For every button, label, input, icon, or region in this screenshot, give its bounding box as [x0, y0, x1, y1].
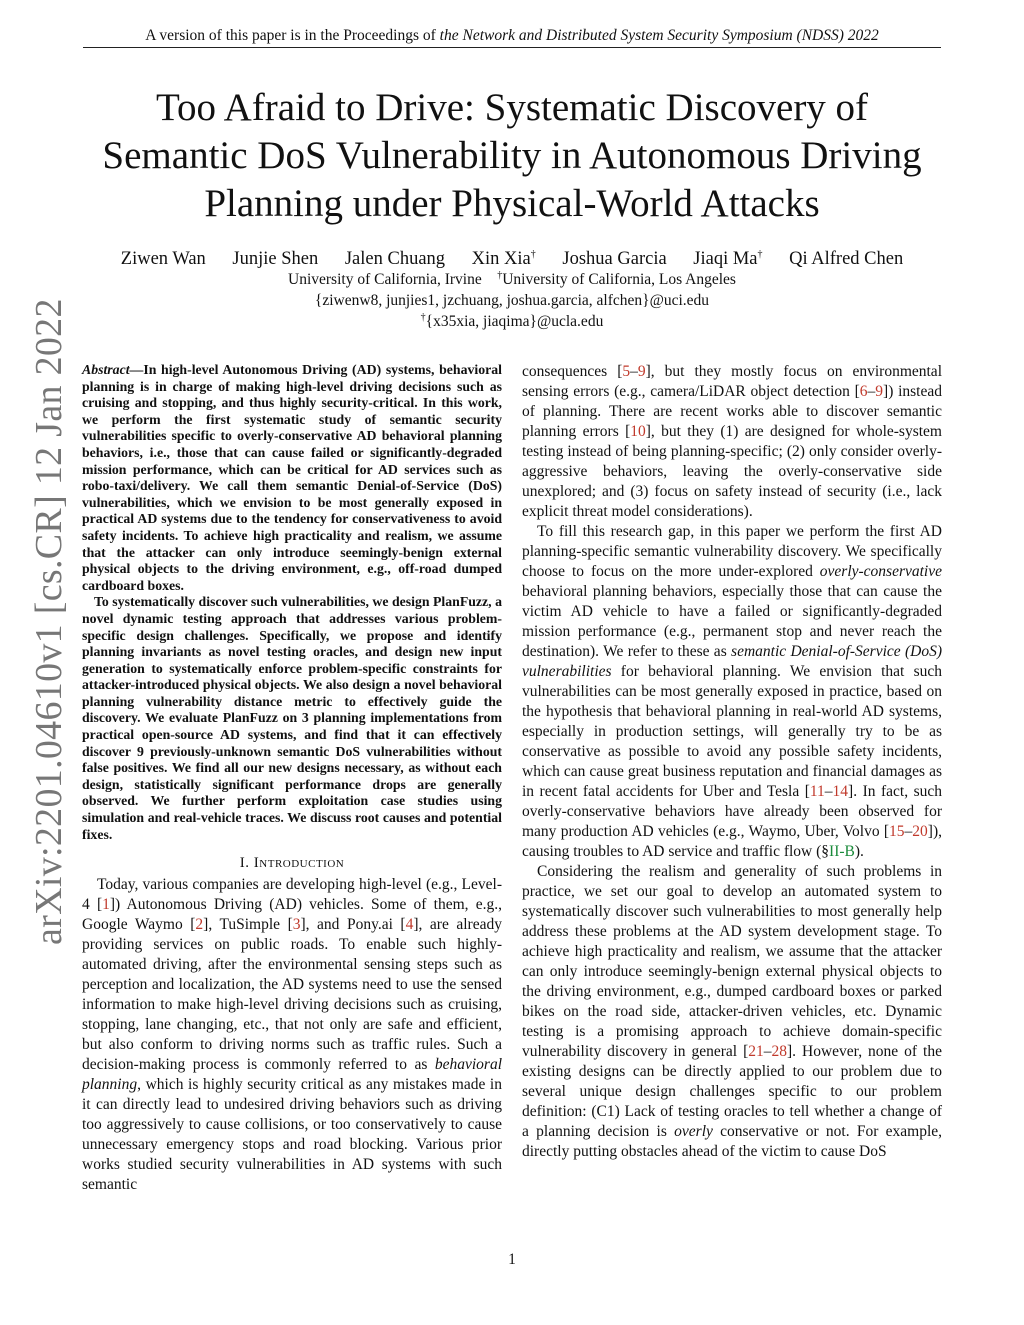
citation-link[interactable]: 14: [832, 783, 849, 800]
section-heading: I. Introduction: [239, 855, 345, 872]
citation-link[interactable]: 10: [630, 423, 646, 440]
citation-link[interactable]: 6: [859, 383, 868, 400]
citation-link[interactable]: 4: [405, 916, 414, 934]
author: Joshua Garcia: [562, 249, 667, 269]
title-line: Semantic DoS Vulnerability in Autonomous Driving: [102, 134, 922, 177]
header-divider: [83, 47, 941, 48]
ucla-emails: †{x35xia, jiaqima}@ucla.edu: [420, 311, 604, 330]
citation-link[interactable]: 11: [809, 783, 825, 800]
paragraph: To fill this research gap, in this paper we perform the first AD planning-specific semantic vulnerability discovery. We specifically choose to focus on the more under-explored overly-conservative behavioral planning behaviors, especially those that can cause the victim AD vehicle to have a failed or significantly-degraded mission performance (e.g., permanent stop and never reach the destination). We refer to these as semantic Denial-of-Service (DoS) vulnerabilities for behavioral planning. We envision that such vulnerabilities can be most generally exposed in practice, based on the hypothesis that behavioral planning in real-world AD systems, especially in production settings, will generally try to be as conservative as possible to avoid any possible safety incidents, which can cause great business reputation and financial damages as in recent fatal accidents for Uber and Tesla [11–14]. In fact, such overly-conservative behaviors have already been observed for many production AD vehicles (e.g., Waymo, Uber, Volvo [15–20]), causing troubles to AD service and traffic flow (§II-B).: [522, 523, 942, 860]
citation-link[interactable]: 3: [292, 916, 301, 934]
page-number: 1: [508, 1251, 516, 1268]
uci-emails: {ziwenw8, junjies1, jzchuang, joshua.garcia, alfchen}@uci.edu: [314, 292, 710, 309]
author: Jiaqi Ma†: [693, 248, 763, 269]
paragraph: Considering the realism and generality of such problems in practice, we set our goal to develop an automated system to systematically discover such vulnerabilities to most generally help address these problems at the AD system development stage. To achieve high practicality and realism, we assume that the attacker can only introduce seemingly-benign external physical objects to the driving environment, e.g., dumped cardboard boxes or parked bikes on the road side, attacker-driven vehicles, etc. Dynamic testing is a promising approach to achieve domain-specific vulnerability discovery in general [21–28]. However, none of the existing designs can be directly applied to our problem due to several unique design challenges specific to our problem definition: (C1) Lack of testing oracles to tell whether a change of a planning decision is overly conservative or not. For example, directly putting obstacles ahead of the victim to cause DoS: [522, 863, 943, 1160]
citation-link[interactable]: 2: [195, 916, 204, 934]
citation-link[interactable]: 9: [875, 383, 884, 400]
title-line: Too Afraid to Drive: Systematic Discovery of: [155, 86, 869, 129]
citation-link[interactable]: 20: [912, 823, 928, 840]
citation-link[interactable]: 1: [102, 896, 110, 914]
intro-text-right: [522, 362, 942, 1162]
author: Ziwen Wan: [120, 249, 206, 269]
citation-link[interactable]: 28: [771, 1043, 787, 1060]
venue-prefix: A version of this paper is in the Proceedings of: [145, 27, 440, 44]
abstract-para: Abstract—In high-level Autonomous Driving (AD) systems, behavioral planning is in charge of making high-level driving decisions such as cruising and stopping, and thus highly security-critical. In this work, we perform the first systematic study of semantic security vulnerabilities specific to overly-conservative AD behavioral planning behaviors, i.e., those that can cause failed or significantly-degraded mission performance, which can be critical for AD services such as robo-taxi/delivery. We call them semantic Denial-of-Service (DoS) vulnerabilities, which we envision to be most generally exposed in practical AD systems due to the tendency for conservativeness to avoid safety incidents. To achieve high practicality and realism, we assume that the attacker can only introduce seemingly-benign external physical objects to the driving environment, e.g., off-road dumped cardboard boxes.: [82, 362, 502, 593]
paragraph: Today, various companies are developing high-level (e.g., Level-4 [1]) Autonomous Driving (AD) vehicles. Some of them, e.g., Google Waymo [2], TuSimple [3], and Pony.ai [4], are already providing services on public roads. To enable such highly-automated driving, after the environmental sensing steps such as perception and localization, the AD systems need to use the sensed information to make high-level driving decisions such as cruising, stopping, lane changing, etc., that not only are safe and efficient, but also conform to driving norms such as traffic rules. Such a decision-making process is commonly referred to as behavioral planning, which is highly security critical as any mistakes made in it can directly lead to undesired driving behaviors such as driving too aggressively to cause collisions, or too conservatively to cause unnecessary emergency stops and road blocking. Various prior works studied security vulnerabilities in AD systems with such semantic: [82, 876, 502, 1194]
citation-link[interactable]: 5: [622, 363, 631, 380]
venue-name: the Network and Distributed System Security Symposium (NDSS) 2022: [439, 27, 879, 44]
paper-title: [60, 84, 964, 228]
arxiv-id: arXiv:2201.04610v1 [cs.CR] 12 Jan 2022: [28, 298, 70, 945]
citation-link[interactable]: 9: [637, 363, 646, 380]
venue-header: [83, 26, 941, 46]
intro-text-left: [82, 875, 502, 1195]
author: Xin Xia†: [471, 248, 536, 269]
author-list: [60, 248, 964, 270]
abstract: [82, 362, 502, 843]
right-column: [522, 362, 942, 1162]
author: Jalen Chuang: [344, 249, 446, 269]
author: Qi Alfred Chen: [789, 249, 904, 269]
arxiv-stamp: [14, 298, 80, 945]
section-link[interactable]: II-B: [829, 843, 855, 860]
title-line: Planning under Physical-World Attacks: [204, 182, 820, 225]
abstract-label: Abstract: [82, 362, 130, 377]
citation-link[interactable]: 21: [748, 1043, 764, 1060]
abstract-para: To systematically discover such vulnerabilities, we design PlanFuzz, a novel dynamic testing approach that addresses various problem-specific design challenges. Specifically, we propose and identify planning invariants as novel testing oracles, and design new input generation to systematically enforce problem-specific constraints for attacker-introduced physical objects. We also design a novel behavioral planning vulnerability distance metric to effectively guide the discovery. We evaluate PlanFuzz on 3 planning implementations from practical open-source AD systems, and find that it can effectively discover 9 previously-unknown semantic DoS vulnerabilities without false positives. We find all our new designs necessary, as without each design, statistically significant performance drops are generally observed. We further perform exploitation case studies using simulation and real-vehicle traces. We discuss root causes and potential fixes.: [82, 594, 502, 842]
affiliations: University of California, Irvine †University of California, Los Angeles: [288, 269, 736, 288]
paragraph: consequences [5–9], but they mostly focus on environmental sensing errors (e.g., camera/LiDAR object detection [6–9]) instead of planning. There are recent works able to discover semantic planning errors [10], but they (1) are designed for whole-system testing instead of being planning-specific; (2) only consider overly-aggressive behaviors, leaving the overly-conservative side unexplored; and (3) focus on safety instead of security (i.e., lack explicit threat model considerations).: [522, 363, 942, 520]
citation-link[interactable]: 15: [889, 823, 905, 840]
author: Junjie Shen: [232, 249, 319, 269]
left-column: [82, 362, 502, 1195]
